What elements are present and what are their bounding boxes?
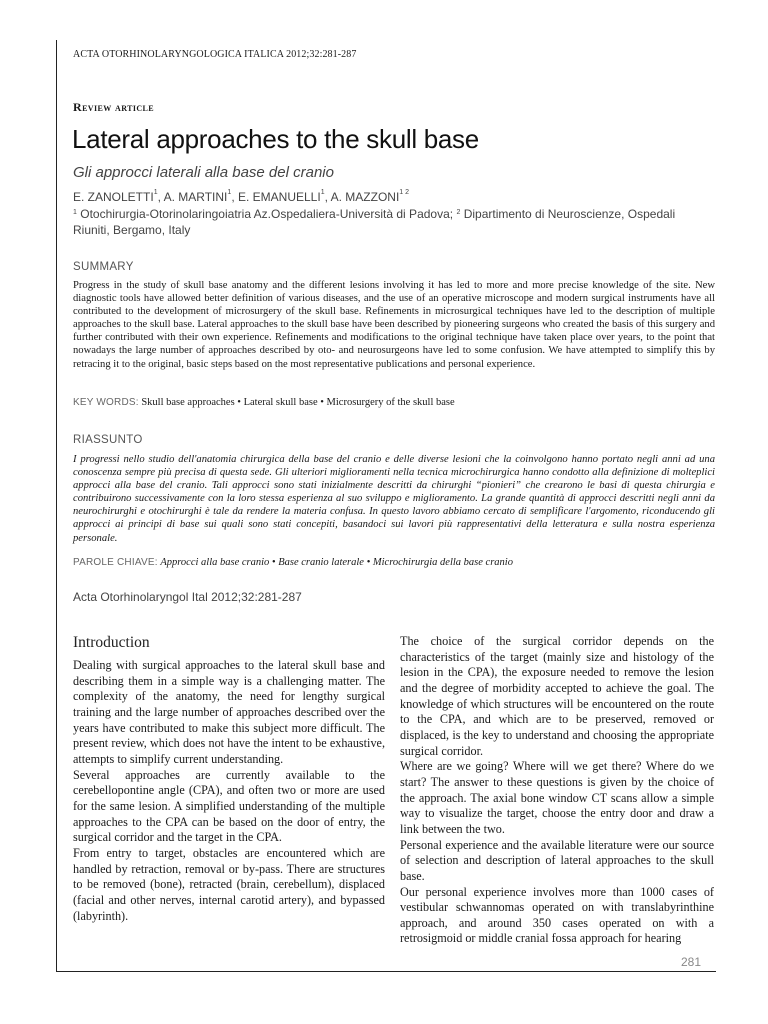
summary-heading: SUMMARY <box>73 261 134 273</box>
parole-chiave <box>73 557 513 568</box>
article-subtitle: Gli approcci laterali alla base del cranio <box>73 164 334 181</box>
page-number: 281 <box>681 955 702 969</box>
journal-header: ACTA OTORHINOLARYNGOLOGICA ITALICA 2012;32:281-287 <box>73 49 357 60</box>
article-type: Review article <box>73 100 155 114</box>
affiliations <box>73 206 713 238</box>
parole-chiave-terms: Approcci alla base cranio • Base cranio laterale • Microchirurgia della base cranio <box>160 557 513 568</box>
citation: Acta Otorhinolaryngol Ital 2012;32:281-287 <box>73 590 302 604</box>
parole-chiave-label: PAROLE CHIAVE: <box>73 557 158 568</box>
riassunto-heading: RIASSUNTO <box>73 434 143 446</box>
body-paragraph: Personal experience and the available literature were our source of selection and description of lateral approaches to the skull base. <box>400 837 714 883</box>
author-name: A. MAZZONI <box>330 190 400 204</box>
intro-paragraph: Several approaches are currently available to the cerebellopontine angle (CPA), and often two or more are used for the same lesion. A simplified understanding of the multiple approaches to the CPA can be based on the door of entry, the surgical corridor and the target in the CPA. <box>73 767 385 845</box>
introduction-heading: Introduction <box>73 634 150 651</box>
affiliation-mark: 2 <box>456 209 461 216</box>
article-title: Lateral approaches to the skull base <box>72 124 479 154</box>
author-list: E. ZANOLETTI$^1$, A. MARTINI$^1$, E. EMANUELLI$^1$, A. $MAZZONI^{1 2}$ <box>73 189 410 204</box>
body-paragraph: Our personal experience involves more than 1000 cases of vestibular schwannomas operated on with translabyrinthine approach, and around 350 cases operated on with a retrosigmoid or middle cranial fossa approach for hearing <box>400 884 714 946</box>
author-name: E. ZANOLETTI <box>73 190 154 204</box>
author-affiliation-mark: 1 <box>227 189 232 196</box>
author-name: E. EMANUELLI <box>237 190 321 204</box>
left-column <box>73 658 385 924</box>
affiliation-1: Otochirurgia-Otorinolaringoiatria Az.Ospedaliera-Università di Padova; <box>80 207 454 221</box>
riassunto-text: I progressi nello studio dell'anatomia chirurgica della base del cranio e delle diverse lesioni che la coinvolgono hanno portato negli anni ad una conoscenza sempre più precisa di questa sede. Gli ulteriori miglioramenti nella tecnica microchirurgica hanno condotto alla definizione di molteplici approcci alla base del cranio. Tali approcci sono stati inizialmente descritti da chirurghi “pionieri” che crearono le basi di questa chirurgia e contribuirono successivamente con la loro stessa esperienza al suo sviluppo e miglioramento. La grande quantità di approcci descritti negli anni da neurochirurghi e otochirurghi è tale da rendere la materia confusa. In questo lavoro abbiamo cercato di semplificare l'argomento, riconducendo gli approcci ai principi di base sui quali sono stati concepiti, basandoci sui lavori più rappresentativi della letteratura e sulla nostra esperienza personale. <box>73 454 715 544</box>
intro-paragraph: From entry to target, obstacles are encountered which are handled by retraction, removal or by-pass. There are structures to be removed (bone), retracted (brain, cerebellum), displaced (facial and other nerves, internal carotid artery), and bypassed (labyrinth). <box>73 845 385 923</box>
right-column <box>400 634 714 947</box>
author-affiliation-mark: 1 2 <box>399 189 410 196</box>
summary-text: Progress in the study of skull base anatomy and the different lesions involving it has led to more and more precise knowledge of the site. New diagnostic tools have allowed better definition of various diseases, and the use of an operative microscope and modern surgical instruments have all contributed to the development of microsurgery of the skull base. Refinements in microsurgical techniques have led to the description of multiple approaches to the skull base. Lateral approaches to the skull base have been described by pioneering surgeons who created the basis of this surgery and further contributed with their own experience. Refinements and modifications to the original technique have taken place over years, to the point that nowadays the large number of approaches described by oto- and neurosurgeons have led to some confusion. We have attempted to simplify this by retracing it to the original, basic steps based on the most representative publications and personal experience. <box>73 280 715 370</box>
keywords <box>73 397 455 408</box>
affiliation-2: Dipartimento di Neuroscienze, Ospedali Riuniti, Bergamo, Italy <box>73 207 676 237</box>
author-affiliation-mark: 1 <box>320 189 325 196</box>
intro-paragraph: Dealing with surgical approaches to the lateral skull base and describing them in a simple way is a challenging matter. The complexity of the anatomy, the need for lengthy surgical training and the large number of approaches described over the years have contributed to make this subject more difficult. The present review, which does not have the intent to be exhaustive, attempts to simplify current understanding. <box>73 658 385 766</box>
author-name: A. MARTINI <box>163 190 228 204</box>
affiliation-mark: 1 <box>73 209 77 216</box>
author-affiliation-mark: 1 <box>153 189 158 196</box>
keywords-terms: Skull base approaches • Lateral skull base • Microsurgery of the skull base <box>141 397 455 408</box>
body-paragraph: The choice of the surgical corridor depends on the characteristics of the target (mainly size and histology of the lesion in the CPA), the exposure needed to remove the lesion and the degree of morbidity accepted to achieve the goal. The knowledge of which structures will be encountered on the route to the CPA, and which are to be preserved, removed or displaced, is the key to understand and choosing the appropriate surgical corridor. <box>400 634 714 758</box>
bottom-rule <box>56 971 716 972</box>
left-margin-rule <box>56 40 57 972</box>
body-paragraph: Where are we going? Where will we get there? Where do we start? The answer to these questions is given by the choice of the approach. The axial bone window CT scans allow a simple way to visualize the target, choose the entry door and draw a link between the two. <box>400 759 714 836</box>
keywords-label: KEY WORDS: <box>73 397 139 408</box>
